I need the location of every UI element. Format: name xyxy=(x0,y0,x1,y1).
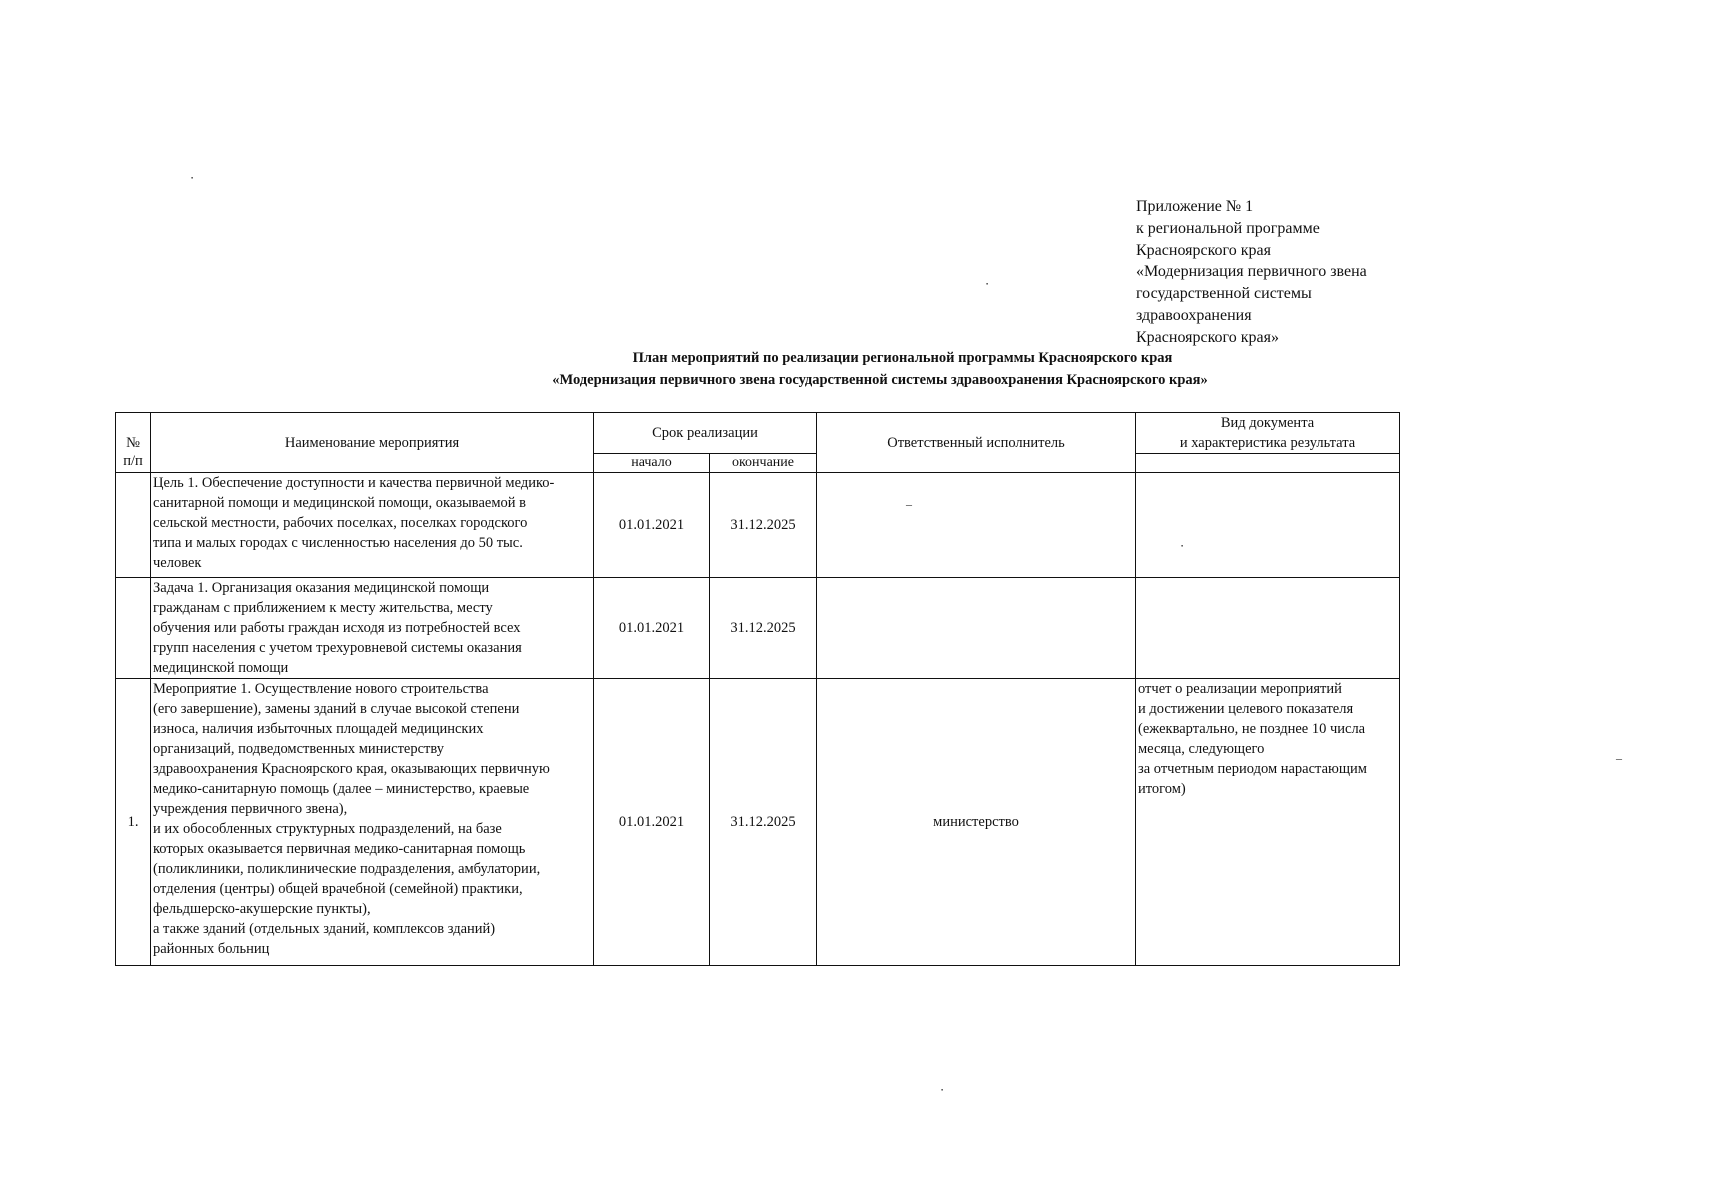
header-start: начало xyxy=(594,454,710,473)
row-name-line: типа и малых городах с численностью населения до 50 тыс. xyxy=(153,535,523,551)
appendix-block xyxy=(1136,196,1436,349)
row-name-line: гражданам с приближением к месту жительства, месту xyxy=(153,600,493,616)
row-document-line: (ежеквартально, не позднее 10 числа xyxy=(1138,721,1366,737)
row-start: 01.01.2021 xyxy=(594,578,710,679)
table-row xyxy=(116,578,1400,679)
scan-speck: ⋅ xyxy=(985,277,990,291)
row-name-line: (его завершение), замены зданий в случае высокой степени xyxy=(153,701,520,717)
row-number: 1. xyxy=(116,679,151,966)
header-number-line: п/п xyxy=(123,453,143,469)
row-name-line: Задача 1. Организация оказания медицинской помощи xyxy=(153,580,490,596)
row-name-line: Мероприятие 1. Осуществление нового строительства xyxy=(153,681,489,697)
header-document-line: Вид документа xyxy=(1220,415,1315,431)
row-name-line: сельской местности, рабочих поселках, поселках городского xyxy=(153,515,528,531)
row-start: 01.01.2021 xyxy=(594,473,710,578)
row-name-line: санитарной помощи и медицинской помощи, оказываемой в xyxy=(153,495,526,511)
header-name: Наименование мероприятия xyxy=(151,413,594,473)
scan-speck: ⋅ xyxy=(190,171,195,185)
row-document-line: месяца, следующего xyxy=(1138,741,1265,757)
row-name-line: и их обособленных структурных подразделений, на базе xyxy=(153,821,502,837)
appendix-line: Красноярского края» xyxy=(1136,328,1279,346)
row-name-line: Цель 1. Обеспечение доступности и качества первичной медико- xyxy=(153,475,555,491)
row-document-line: за отчетным периодом нарастающим xyxy=(1138,761,1367,777)
row-name-line: здравоохранения Красноярского края, оказывающих первичную xyxy=(153,761,550,777)
header-end: окончание xyxy=(710,454,817,473)
scan-speck: – xyxy=(1616,751,1622,765)
header-document-line: и характеристика результата xyxy=(1179,435,1356,451)
appendix-line: Приложение № 1 xyxy=(1136,198,1254,215)
scan-speck: ⋅ xyxy=(1180,539,1185,553)
row-name-line: а также зданий (отдельных зданий, комплексов зданий) xyxy=(153,921,496,937)
appendix-line: государственной системы xyxy=(1136,285,1312,303)
header-executor: Ответственный исполнитель xyxy=(817,413,1136,473)
row-document-line: итогом) xyxy=(1138,781,1186,797)
table-header-row xyxy=(116,413,1400,454)
title-line-2: «Модернизация первичного звена государственной системы здравоохранения Красноярского края» xyxy=(552,372,1208,388)
row-name-line: фельдшерско-акушерские пункты), xyxy=(153,901,371,917)
row-name-line: которых оказывается первичная медико-санитарная помощь xyxy=(153,841,526,857)
row-document-line: отчет о реализации мероприятий xyxy=(1138,681,1342,697)
header-document xyxy=(1136,413,1400,454)
table-row xyxy=(116,473,1400,578)
row-name xyxy=(151,679,594,966)
row-name-line: износа, наличия избыточных площадей медицинских xyxy=(153,721,484,737)
row-name xyxy=(151,578,594,679)
row-name-line: отделения (центры) общей врачебной (семейной) практики, xyxy=(153,881,523,897)
row-end: 31.12.2025 xyxy=(710,578,817,679)
plan-table xyxy=(115,412,1400,966)
row-name-line: человек xyxy=(153,555,202,571)
row-executor: министерство xyxy=(817,679,1136,966)
appendix-line: Красноярского края xyxy=(1136,241,1271,259)
appendix-line: «Модернизация первичного звена xyxy=(1136,263,1367,281)
scan-speck: ⋅ xyxy=(940,1083,945,1097)
row-name-line: учреждения первичного звена), xyxy=(153,801,348,817)
row-name-line: районных больниц xyxy=(153,941,270,957)
row-start: 01.01.2021 xyxy=(594,679,710,966)
scan-speck: – xyxy=(906,497,912,511)
row-end: 31.12.2025 xyxy=(710,679,817,966)
document-title xyxy=(0,347,1715,391)
row-end: 31.12.2025 xyxy=(710,473,817,578)
row-document xyxy=(1136,679,1400,966)
title-line-1: План мероприятий по реализации региональной программы Красноярского края xyxy=(632,350,1173,366)
row-document xyxy=(1136,578,1400,679)
row-document-line: и достижении целевого показателя xyxy=(1138,701,1354,717)
row-executor xyxy=(817,473,1136,578)
row-document xyxy=(1136,473,1400,578)
header-period: Срок реализации xyxy=(594,413,817,454)
row-number xyxy=(116,578,151,679)
row-executor xyxy=(817,578,1136,679)
row-name xyxy=(151,473,594,578)
row-name-line: организаций, подведомственных министерству xyxy=(153,741,444,757)
appendix-line: здравоохранения xyxy=(1136,306,1252,324)
appendix-line: к региональной программе xyxy=(1136,219,1320,237)
row-name-line: (поликлиники, поликлинические подразделения, амбулатории, xyxy=(153,861,541,877)
row-name-line: обучения или работы граждан исходя из потребностей всех xyxy=(153,620,521,636)
row-name-line: медико-санитарную помощь (далее – министерство, краевые xyxy=(153,781,530,797)
table-row xyxy=(116,679,1400,966)
header-number xyxy=(116,413,151,473)
row-number xyxy=(116,473,151,578)
row-name-line: групп населения с учетом трехуровневой системы оказания xyxy=(153,640,522,656)
header-document-sub xyxy=(1136,454,1400,473)
header-number-line: № xyxy=(126,435,140,451)
row-name-line: медицинской помощи xyxy=(153,660,289,676)
